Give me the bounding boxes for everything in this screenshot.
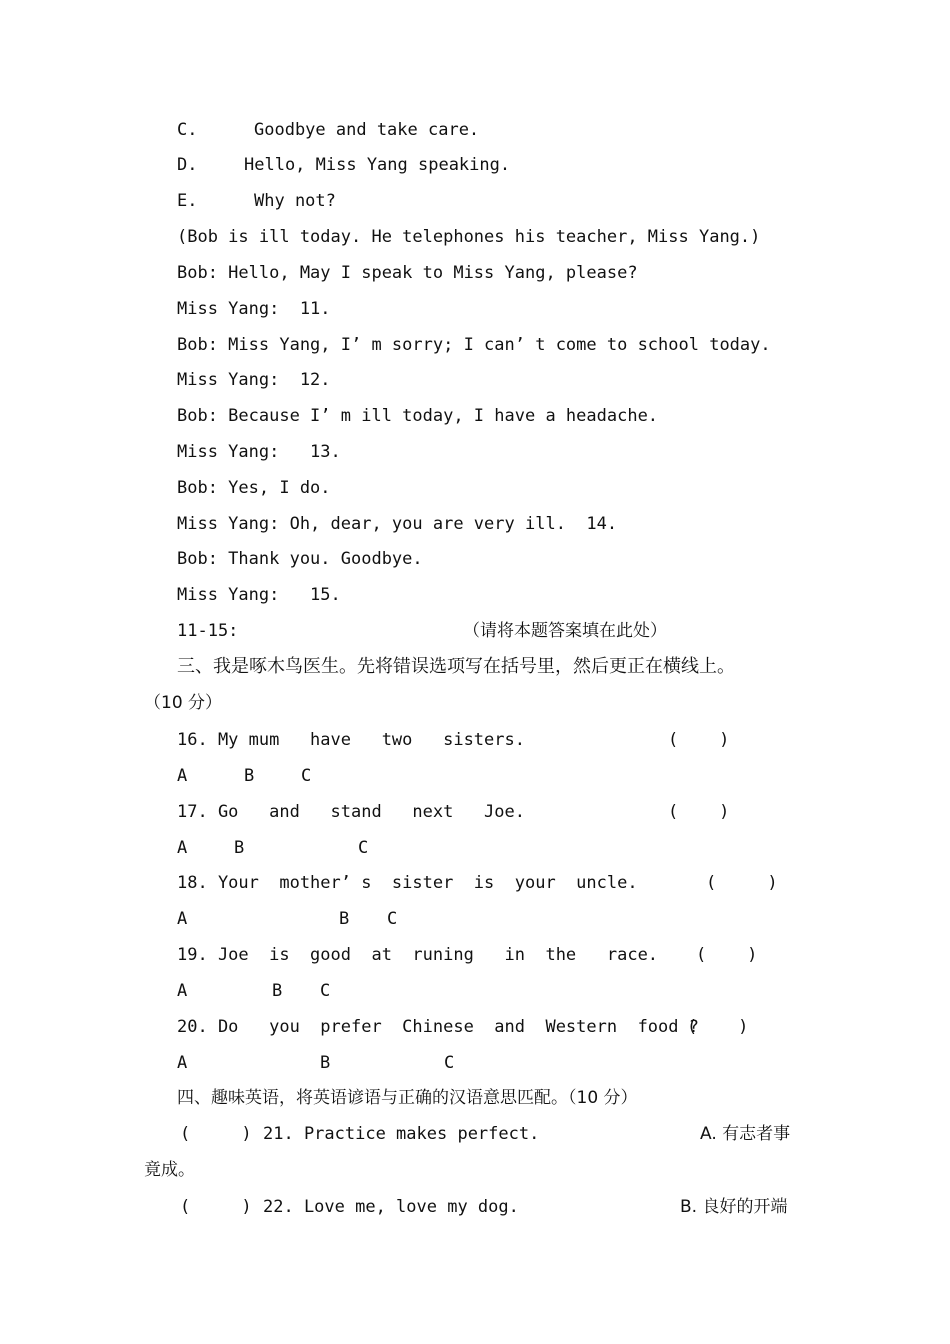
choice-label: B: [339, 909, 350, 929]
answer-bracket: ( ): [668, 730, 730, 750]
answer-bracket: ( ): [180, 1197, 252, 1217]
choice-label: B: [320, 1053, 331, 1073]
dialogue-line: Miss Yang: Oh, dear, you are very ill. 14.: [177, 514, 618, 534]
choice-label: C: [320, 981, 331, 1001]
answer-bracket: ( ): [706, 873, 778, 893]
option-letter: D.: [177, 155, 198, 175]
choice-label: C: [301, 766, 312, 786]
dialogue-line: Miss Yang: 15.: [177, 585, 341, 605]
option-text: Why not?: [254, 191, 336, 211]
choice-label: C: [387, 909, 398, 929]
choice-label: A: [177, 909, 188, 929]
choice-label: C: [444, 1053, 455, 1073]
option-letter: E.: [177, 191, 198, 211]
answer-label: 11-15:: [177, 621, 239, 641]
dialogue-line: Bob: Yes, I do.: [177, 478, 331, 498]
section-title: 三、我是啄木鸟医生。先将错误选项写在括号里，然后更正在横线上。: [177, 656, 735, 677]
dialogue-line: Bob: Miss Yang, I’ m sorry; I can’ t come to school today.: [177, 335, 771, 355]
answer-bracket: ( ): [668, 802, 730, 822]
choice-label: B: [244, 766, 255, 786]
dialogue-line: Miss Yang: 13.: [177, 442, 341, 462]
dialogue-line: Bob: Thank you. Goodbye.: [177, 549, 423, 569]
question-sentence: 19. Joe is good at runing in the race.: [177, 945, 659, 965]
dialogue-line: Bob: Because I’ m ill today, I have a headache.: [177, 406, 659, 426]
proverb-meaning-continued: 竟成。: [144, 1160, 195, 1180]
proverb-meaning: B. 良好的开端: [680, 1197, 788, 1217]
dialogue-line: Miss Yang: 11.: [177, 299, 331, 319]
question-sentence: 18. Your mother’ s sister is your uncle.: [177, 873, 638, 893]
answer-bracket: ( ): [696, 945, 758, 965]
section-title: 四、趣味英语，将英语谚语与正确的汉语意思匹配。（10 分）: [177, 1088, 638, 1108]
choice-label: B: [234, 838, 245, 858]
question-sentence: 17. Go and stand next Joe.: [177, 802, 525, 822]
proverb-meaning: A. 有志者事: [700, 1124, 791, 1144]
answer-bracket: ( ): [687, 1017, 749, 1037]
question-sentence: 16. My mum have two sisters.: [177, 730, 525, 750]
section-score: （10 分）: [144, 693, 223, 713]
choice-label: C: [358, 838, 369, 858]
dialogue-line: Miss Yang: 12.: [177, 370, 331, 390]
choice-label: A: [177, 1053, 188, 1073]
option-letter: C.: [177, 120, 198, 140]
question-sentence: 20. Do you prefer Chinese and Western food ?: [177, 1017, 699, 1037]
answer-note: （请将本题答案填在此处）: [463, 621, 667, 641]
choice-label: A: [177, 838, 188, 858]
option-text: Goodbye and take care.: [254, 120, 480, 140]
option-text: Hello, Miss Yang speaking.: [244, 155, 511, 175]
proverb-text: 21. Practice makes perfect.: [263, 1124, 540, 1144]
choice-label: A: [177, 981, 188, 1001]
choice-label: B: [272, 981, 283, 1001]
choice-label: A: [177, 766, 188, 786]
dialogue-intro: (Bob is ill today. He telephones his teacher, Miss Yang.): [177, 227, 761, 247]
dialogue-line: Bob: Hello, May I speak to Miss Yang, please?: [177, 263, 638, 283]
proverb-text: 22. Love me, love my dog.: [263, 1197, 519, 1217]
answer-bracket: ( ): [180, 1124, 252, 1144]
